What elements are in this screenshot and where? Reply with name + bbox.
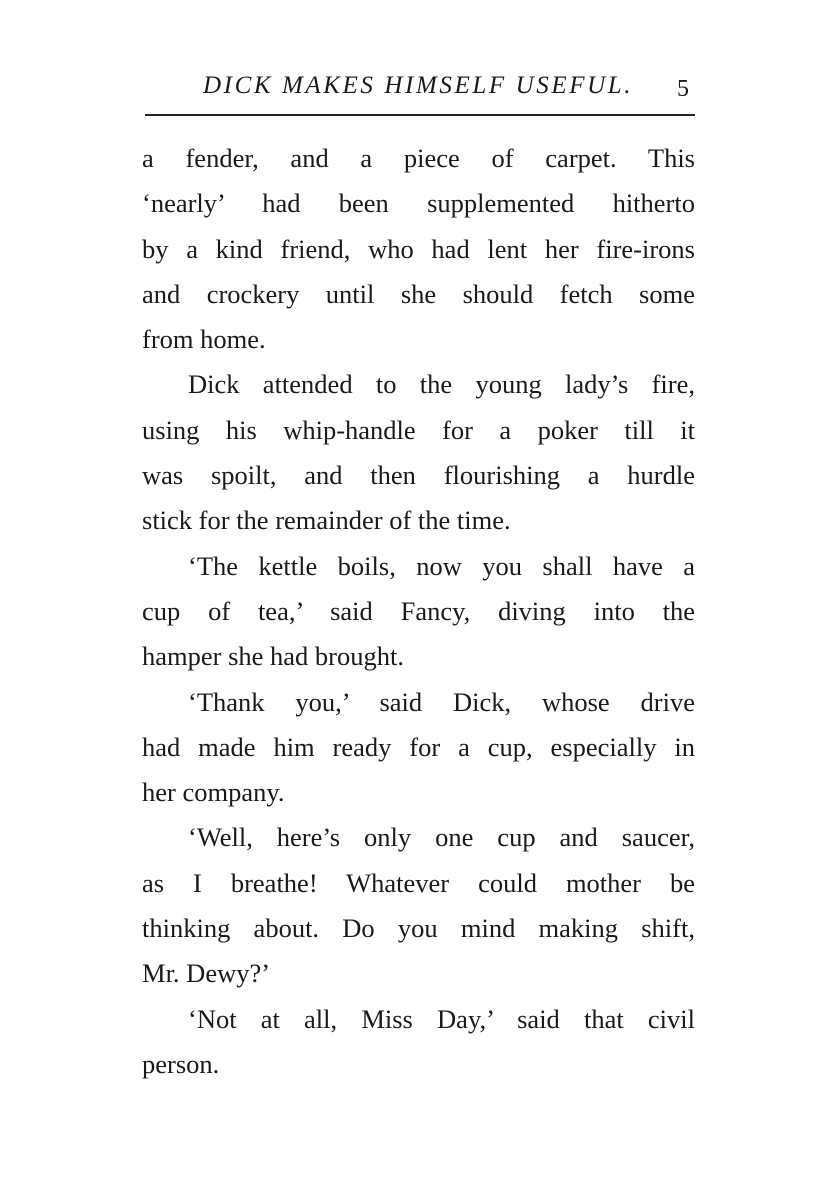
text-line: was spoilt, and then flourishing a hurdle <box>142 460 695 491</box>
paragraph <box>142 362 695 543</box>
text-line: stick for the remainder of the time. <box>142 505 511 536</box>
paragraph <box>142 680 695 816</box>
text-line: ‘The kettle boils, now you shall have a <box>188 550 695 581</box>
text-line: ‘Not at all, Miss Day,’ said that civil <box>188 1003 695 1034</box>
text-line: from home. <box>142 324 266 355</box>
text-line: and crockery until she should fetch some <box>142 278 695 309</box>
text-line: person. <box>142 1048 220 1079</box>
page-number: 5 <box>677 76 689 102</box>
text-line: ‘Thank you,’ said Dick, whose drive <box>188 686 695 717</box>
text-line: ‘Well, here’s only one cup and saucer, <box>188 822 695 853</box>
text-line: cup of tea,’ said Fancy, diving into the <box>142 595 695 626</box>
text-line: had made him ready for a cup, especially in <box>142 731 695 762</box>
running-title: DICK MAKES HIMSELF USEFUL. <box>203 72 634 99</box>
paragraph <box>142 544 695 680</box>
text-line: a fender, and a piece of carpet. This <box>142 143 695 173</box>
header-rule <box>145 114 695 116</box>
text-line: Dick attended to the young lady’s fire, <box>188 369 695 400</box>
body-text <box>142 136 695 1087</box>
text-line: thinking about. Do you mind making shift, <box>142 913 695 944</box>
paragraph <box>142 815 695 996</box>
paragraph <box>142 136 695 362</box>
text-line: Mr. Dewy?’ <box>142 958 271 989</box>
text-line: using his whip-handle for a poker till it <box>142 414 695 445</box>
paragraph <box>142 997 695 1088</box>
text-line: ‘nearly’ had been supplemented hitherto <box>142 188 695 219</box>
text-line: hamper she had brought. <box>142 641 404 672</box>
text-line: by a kind friend, who had lent her fire-irons <box>142 233 695 264</box>
text-line: her company. <box>142 777 285 808</box>
running-head <box>145 68 695 108</box>
text-line: as I breathe! Whatever could mother be <box>142 867 695 898</box>
